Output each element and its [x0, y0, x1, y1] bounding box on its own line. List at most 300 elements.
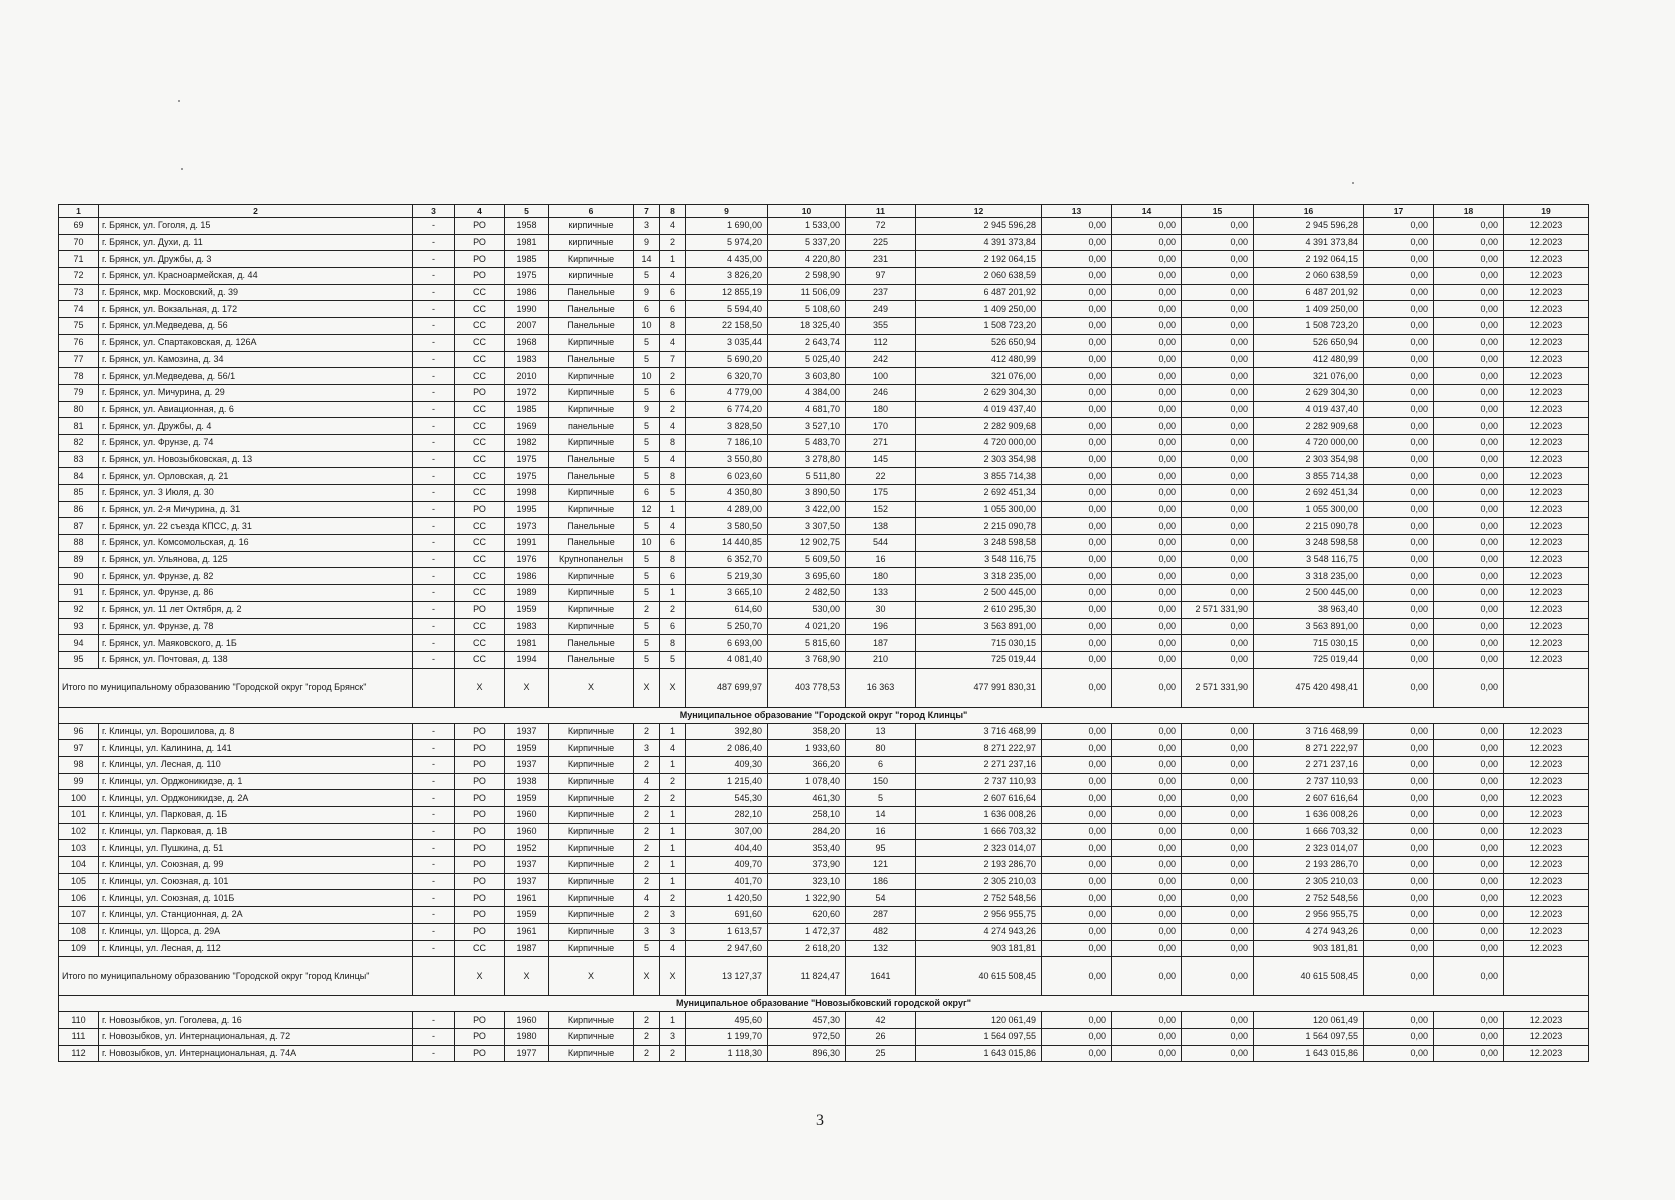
table-cell: 0,00 — [1364, 1012, 1434, 1029]
table-cell: 12.2023 — [1504, 268, 1589, 285]
table-cell: 3 248 598,58 — [916, 535, 1042, 552]
table-cell: 6 — [660, 618, 686, 635]
table-cell: 5 — [634, 434, 660, 451]
table-cell: 0,00 — [1434, 368, 1504, 385]
table-cell: - — [413, 334, 455, 351]
scan-speck — [181, 168, 183, 170]
table-cell: 2 752 548,56 — [916, 890, 1042, 907]
address-cell: г. Брянск, ул. Дружбы, д. 4 — [99, 418, 413, 435]
total-cell: 0,00 — [1042, 668, 1112, 707]
table-cell: 0,00 — [1364, 384, 1434, 401]
table-cell: 12.2023 — [1504, 1012, 1589, 1029]
table-cell: 0,00 — [1042, 1028, 1112, 1045]
total-cell — [1504, 668, 1589, 707]
table-cell: 95 — [846, 840, 916, 857]
table-cell: 4 081,40 — [686, 651, 768, 668]
table-cell: - — [413, 284, 455, 301]
table-cell: 1 — [660, 873, 686, 890]
table-cell: 1 420,50 — [686, 890, 768, 907]
table-cell: 1937 — [505, 873, 549, 890]
table-cell: 170 — [846, 418, 916, 435]
table-cell: 2 086,40 — [686, 740, 768, 757]
table-cell: 0,00 — [1434, 907, 1504, 924]
table-body — [59, 205, 1589, 1062]
table-cell: 0,00 — [1182, 723, 1254, 740]
table-cell: 12.2023 — [1504, 601, 1589, 618]
table-cell: РО — [455, 790, 505, 807]
table-cell: 107 — [59, 907, 99, 924]
table-cell: 2 — [660, 890, 686, 907]
table-cell: 2 303 354,98 — [916, 451, 1042, 468]
table-cell: 0,00 — [1434, 1012, 1504, 1029]
table-cell: СС — [455, 518, 505, 535]
table-cell: 79 — [59, 384, 99, 401]
table-cell: Кирпичные — [549, 907, 634, 924]
table-cell: 2 737 110,93 — [916, 773, 1042, 790]
table-cell: РО — [455, 1028, 505, 1045]
total-cell: 0,00 — [1434, 957, 1504, 996]
table-cell: 5 — [634, 418, 660, 435]
table-cell: 3 — [660, 1028, 686, 1045]
table-cell: 0,00 — [1182, 651, 1254, 668]
table-cell: 0,00 — [1042, 418, 1112, 435]
table-cell: 90 — [59, 568, 99, 585]
table-cell: 7 186,10 — [686, 434, 768, 451]
table-cell: 0,00 — [1112, 940, 1182, 957]
table-cell: 0,00 — [1042, 368, 1112, 385]
table-cell: 0,00 — [1364, 485, 1434, 502]
table-cell: 691,60 — [686, 907, 768, 924]
table-cell: 246 — [846, 384, 916, 401]
table-cell: 22 — [846, 468, 916, 485]
table-cell: 12.2023 — [1504, 823, 1589, 840]
table-cell: 2 — [660, 368, 686, 385]
table-cell: 0,00 — [1434, 485, 1504, 502]
table-cell: 102 — [59, 823, 99, 840]
table-cell: 0,00 — [1112, 890, 1182, 907]
table-row — [59, 1012, 1589, 1029]
table-cell: 0,00 — [1434, 723, 1504, 740]
table-row — [59, 923, 1589, 940]
table-cell: 0,00 — [1042, 501, 1112, 518]
address-cell: г. Клинцы, ул. Станционная, д. 2А — [99, 907, 413, 924]
table-cell: - — [413, 218, 455, 235]
table-cell: 2 945 596,28 — [916, 218, 1042, 235]
table-row — [59, 334, 1589, 351]
table-cell: 2 323 014,07 — [916, 840, 1042, 857]
table-cell: 0,00 — [1042, 740, 1112, 757]
table-cell: - — [413, 940, 455, 957]
column-header-19: 19 — [1504, 205, 1589, 218]
table-cell: 5 108,60 — [768, 301, 846, 318]
page-number: 3 — [816, 1112, 824, 1129]
section-heading-row — [59, 996, 1589, 1012]
table-cell: 5 — [634, 268, 660, 285]
table-cell: 0,00 — [1364, 923, 1434, 940]
table-row — [59, 723, 1589, 740]
table-cell: 12.2023 — [1504, 518, 1589, 535]
address-cell: г. Брянск, ул. Дружбы, д. 3 — [99, 251, 413, 268]
table-cell: 0,00 — [1364, 635, 1434, 652]
table-cell: 0,00 — [1434, 234, 1504, 251]
column-number-row — [59, 205, 1589, 218]
table-cell: 186 — [846, 873, 916, 890]
table-cell: Кирпичные — [549, 740, 634, 757]
table-cell: 0,00 — [1364, 807, 1434, 824]
total-cell: X — [549, 957, 634, 996]
table-cell: 1983 — [505, 618, 549, 635]
table-cell: 1 508 723,20 — [916, 318, 1042, 335]
table-cell: 0,00 — [1112, 1045, 1182, 1062]
table-cell: 0,00 — [1112, 434, 1182, 451]
table-row — [59, 251, 1589, 268]
table-cell: 0,00 — [1182, 568, 1254, 585]
table-row — [59, 790, 1589, 807]
table-cell: - — [413, 635, 455, 652]
table-cell: 284,20 — [768, 823, 846, 840]
table-cell: 8 — [660, 635, 686, 652]
table-cell: СС — [455, 651, 505, 668]
table-cell: 4 350,80 — [686, 485, 768, 502]
table-cell: 12.2023 — [1504, 551, 1589, 568]
table-cell: - — [413, 434, 455, 451]
table-cell: 1 215,40 — [686, 773, 768, 790]
table-cell: 3 550,80 — [686, 451, 768, 468]
table-cell: 4 — [634, 890, 660, 907]
table-cell: 0,00 — [1042, 384, 1112, 401]
total-cell — [413, 957, 455, 996]
total-cell: 2 571 331,90 — [1182, 668, 1254, 707]
address-cell: г. Брянск, ул. Духи, д. 11 — [99, 234, 413, 251]
table-cell: 6 — [634, 485, 660, 502]
table-cell: 0,00 — [1042, 451, 1112, 468]
table-cell: 0,00 — [1182, 740, 1254, 757]
table-cell: 2 323 014,07 — [1254, 840, 1364, 857]
table-cell: 287 — [846, 907, 916, 924]
table-cell: 903 181,81 — [916, 940, 1042, 957]
table-cell: 1990 — [505, 301, 549, 318]
table-cell: 972,50 — [768, 1028, 846, 1045]
table-cell: 0,00 — [1434, 790, 1504, 807]
table-cell: Кирпичные — [549, 384, 634, 401]
table-cell: 0,00 — [1434, 551, 1504, 568]
table-cell: 110 — [59, 1012, 99, 1029]
table-cell: 2 — [634, 601, 660, 618]
table-cell: 0,00 — [1112, 773, 1182, 790]
table-cell: 0,00 — [1042, 857, 1112, 874]
table-cell: РО — [455, 234, 505, 251]
table-row — [59, 857, 1589, 874]
table-cell: 0,00 — [1042, 518, 1112, 535]
column-header-5: 5 — [505, 205, 549, 218]
table-cell: 2 500 445,00 — [916, 585, 1042, 602]
table-cell: 1 — [660, 723, 686, 740]
table-cell: - — [413, 535, 455, 552]
table-cell: 133 — [846, 585, 916, 602]
table-cell: 5 — [634, 384, 660, 401]
table-cell: 0,00 — [1182, 234, 1254, 251]
table-cell: 0,00 — [1042, 618, 1112, 635]
table-cell: 1 564 097,55 — [1254, 1028, 1364, 1045]
table-cell: 97 — [846, 268, 916, 285]
table-cell: 1 — [660, 585, 686, 602]
table-cell: 0,00 — [1364, 773, 1434, 790]
table-cell: 0,00 — [1364, 535, 1434, 552]
table-cell: панельные — [549, 418, 634, 435]
total-cell: 1641 — [846, 957, 916, 996]
table-cell: 0,00 — [1042, 234, 1112, 251]
table-cell: Кирпичные — [549, 368, 634, 385]
table-cell: 3 580,50 — [686, 518, 768, 535]
table-cell: - — [413, 873, 455, 890]
table-cell: 1959 — [505, 740, 549, 757]
table-row — [59, 218, 1589, 235]
table-cell: СС — [455, 418, 505, 435]
table-cell: 0,00 — [1112, 334, 1182, 351]
table-cell: 87 — [59, 518, 99, 535]
table-cell: РО — [455, 807, 505, 824]
table-cell: 1 564 097,55 — [916, 1028, 1042, 1045]
address-cell: г. Брянск, ул.Медведева, д. 56/1 — [99, 368, 413, 385]
table-cell: 0,00 — [1434, 773, 1504, 790]
table-cell: 1981 — [505, 234, 549, 251]
table-cell: 5 — [634, 518, 660, 535]
table-cell: 75 — [59, 318, 99, 335]
address-cell: г. Брянск, ул. Спартаковская, д. 126А — [99, 334, 413, 351]
table-cell: Панельные — [549, 301, 634, 318]
address-cell: г. Клинцы, ул. Пушкина, д. 51 — [99, 840, 413, 857]
total-cell: 11 824,47 — [768, 957, 846, 996]
table-cell: 12.2023 — [1504, 284, 1589, 301]
table-cell: 1 613,57 — [686, 923, 768, 940]
table-cell: РО — [455, 773, 505, 790]
table-cell: 0,00 — [1434, 434, 1504, 451]
table-cell: 2 643,74 — [768, 334, 846, 351]
table-cell: 0,00 — [1182, 535, 1254, 552]
table-cell: 0,00 — [1042, 601, 1112, 618]
table-cell: 5 815,60 — [768, 635, 846, 652]
address-cell: г. Клинцы, ул. Орджоникидзе, д. 2А — [99, 790, 413, 807]
table-cell: 5 — [634, 334, 660, 351]
table-cell: 12 — [634, 501, 660, 518]
table-cell: 0,00 — [1364, 618, 1434, 635]
table-cell: 1976 — [505, 551, 549, 568]
table-cell: 1972 — [505, 384, 549, 401]
table-row — [59, 268, 1589, 285]
table-cell: 0,00 — [1042, 551, 1112, 568]
table-cell: 74 — [59, 301, 99, 318]
table-cell: 2 482,50 — [768, 585, 846, 602]
table-cell: 2 305 210,03 — [916, 873, 1042, 890]
column-header-15: 15 — [1182, 205, 1254, 218]
table-cell: 12.2023 — [1504, 790, 1589, 807]
table-cell: СС — [455, 284, 505, 301]
table-cell: 5 250,70 — [686, 618, 768, 635]
table-cell: 5 — [634, 468, 660, 485]
table-cell: 8 — [660, 468, 686, 485]
table-cell: 0,00 — [1182, 756, 1254, 773]
table-cell: 3 248 598,58 — [1254, 535, 1364, 552]
column-header-2: 2 — [99, 205, 413, 218]
table-cell: 0,00 — [1112, 318, 1182, 335]
table-cell: 0,00 — [1042, 434, 1112, 451]
table-cell: 0,00 — [1434, 618, 1504, 635]
table-cell: 0,00 — [1364, 840, 1434, 857]
table-cell: 5 — [634, 551, 660, 568]
table-cell: 187 — [846, 635, 916, 652]
table-cell: 896,30 — [768, 1045, 846, 1062]
table-cell: 0,00 — [1042, 301, 1112, 318]
table-cell: 355 — [846, 318, 916, 335]
total-cell — [413, 668, 455, 707]
table-cell: 4 — [634, 773, 660, 790]
table-cell: - — [413, 1028, 455, 1045]
address-cell: г. Брянск, ул. Авиационная, д. 6 — [99, 401, 413, 418]
table-cell: 0,00 — [1112, 518, 1182, 535]
table-cell: 2 303 354,98 — [1254, 451, 1364, 468]
table-cell: 725 019,44 — [1254, 651, 1364, 668]
table-cell: 4 — [660, 451, 686, 468]
table-cell: 1 — [660, 823, 686, 840]
table-cell: 0,00 — [1042, 268, 1112, 285]
table-cell: 0,00 — [1434, 756, 1504, 773]
table-cell: 0,00 — [1364, 551, 1434, 568]
table-cell: 4 — [660, 334, 686, 351]
section-heading: Муниципальное образование "Городской округ "город Клинцы" — [59, 707, 1589, 723]
table-row — [59, 501, 1589, 518]
table-cell: 2 737 110,93 — [1254, 773, 1364, 790]
table-cell: 4 — [660, 518, 686, 535]
table-cell: 22 158,50 — [686, 318, 768, 335]
table-cell: 12.2023 — [1504, 501, 1589, 518]
address-cell: г. Брянск, ул. Новозыбковская, д. 13 — [99, 451, 413, 468]
table-cell: 72 — [846, 218, 916, 235]
address-cell: г. Брянск, ул. 3 Июля, д. 30 — [99, 485, 413, 502]
table-cell: 13 — [846, 723, 916, 740]
table-cell: 2 — [634, 1028, 660, 1045]
table-cell: 3 855 714,38 — [916, 468, 1042, 485]
table-cell: 82 — [59, 434, 99, 451]
table-cell: 3 563 891,00 — [1254, 618, 1364, 635]
table-cell: Панельные — [549, 451, 634, 468]
table-cell: 6 693,00 — [686, 635, 768, 652]
table-cell: РО — [455, 251, 505, 268]
table-cell: 4 — [660, 940, 686, 957]
table-cell: 4 779,00 — [686, 384, 768, 401]
table-cell: 0,00 — [1182, 857, 1254, 874]
table-cell: 2 060 638,59 — [1254, 268, 1364, 285]
table-cell: 0,00 — [1112, 651, 1182, 668]
table-cell: 0,00 — [1434, 585, 1504, 602]
table-cell: РО — [455, 923, 505, 940]
table-cell: 0,00 — [1434, 601, 1504, 618]
table-cell: 1 055 300,00 — [1254, 501, 1364, 518]
table-cell: 0,00 — [1364, 251, 1434, 268]
table-cell: 1952 — [505, 840, 549, 857]
table-cell: 0,00 — [1434, 518, 1504, 535]
table-cell: 0,00 — [1434, 501, 1504, 518]
total-cell: 403 778,53 — [768, 668, 846, 707]
table-cell: 0,00 — [1182, 923, 1254, 940]
table-cell: 3 — [660, 907, 686, 924]
table-cell: 2 282 909,68 — [1254, 418, 1364, 435]
table-cell: 3 318 235,00 — [1254, 568, 1364, 585]
table-cell: 3 307,50 — [768, 518, 846, 535]
address-cell: г. Клинцы, ул. Парковая, д. 1В — [99, 823, 413, 840]
table-cell: 3 603,80 — [768, 368, 846, 385]
table-row — [59, 873, 1589, 890]
table-row — [59, 1045, 1589, 1062]
table-cell: - — [413, 790, 455, 807]
table-cell: 412 480,99 — [916, 351, 1042, 368]
table-cell: СС — [455, 368, 505, 385]
table-cell: 4 289,00 — [686, 501, 768, 518]
table-cell: 4 274 943,26 — [1254, 923, 1364, 940]
table-cell: 4 391 373,84 — [916, 234, 1042, 251]
table-cell: Кирпичные — [549, 568, 634, 585]
table-cell: 2 — [660, 773, 686, 790]
table-cell: 0,00 — [1042, 1012, 1112, 1029]
table-cell: 0,00 — [1112, 790, 1182, 807]
table-cell: 2 500 445,00 — [1254, 585, 1364, 602]
table-cell: 0,00 — [1434, 823, 1504, 840]
table-cell: 2 193 286,70 — [1254, 857, 1364, 874]
table-cell: 6 023,60 — [686, 468, 768, 485]
table-cell: 0,00 — [1364, 234, 1434, 251]
table-cell: 1983 — [505, 351, 549, 368]
table-row — [59, 890, 1589, 907]
table-cell: 4 220,80 — [768, 251, 846, 268]
table-cell: 614,60 — [686, 601, 768, 618]
table-cell: 0,00 — [1042, 318, 1112, 335]
table-cell: 0,00 — [1042, 218, 1112, 235]
table-cell: 0,00 — [1434, 301, 1504, 318]
table-cell: 0,00 — [1182, 251, 1254, 268]
address-cell: г. Клинцы, ул. Орджоникидзе, д. 1 — [99, 773, 413, 790]
table-cell: Кирпичные — [549, 1012, 634, 1029]
table-cell: 231 — [846, 251, 916, 268]
table-cell: РО — [455, 218, 505, 235]
table-cell: 1 322,90 — [768, 890, 846, 907]
table-cell: 1960 — [505, 807, 549, 824]
table-cell: 526 650,94 — [1254, 334, 1364, 351]
table-cell: 1959 — [505, 790, 549, 807]
table-cell: 83 — [59, 451, 99, 468]
table-cell: РО — [455, 890, 505, 907]
table-cell: 0,00 — [1112, 585, 1182, 602]
table-cell: 307,00 — [686, 823, 768, 840]
table-cell: Кирпичные — [549, 723, 634, 740]
table-cell: 0,00 — [1364, 268, 1434, 285]
table-cell: 495,60 — [686, 1012, 768, 1029]
total-label: Итого по муниципальному образованию "Городской округ "город Клинцы" — [59, 957, 413, 996]
table-cell: 0,00 — [1434, 334, 1504, 351]
table-cell: 109 — [59, 940, 99, 957]
table-cell: 3 768,90 — [768, 651, 846, 668]
table-cell: 9 — [634, 234, 660, 251]
table-cell: Кирпичные — [549, 790, 634, 807]
table-cell: Крупнопанельн — [549, 551, 634, 568]
total-cell: 40 615 508,45 — [1254, 957, 1364, 996]
table-row — [59, 451, 1589, 468]
table-cell: 1968 — [505, 334, 549, 351]
table-cell: 0,00 — [1434, 401, 1504, 418]
table-cell: - — [413, 857, 455, 874]
table-cell: 0,00 — [1364, 334, 1434, 351]
table-cell: 1938 — [505, 773, 549, 790]
table-cell: Панельные — [549, 535, 634, 552]
table-cell: 0,00 — [1042, 873, 1112, 890]
